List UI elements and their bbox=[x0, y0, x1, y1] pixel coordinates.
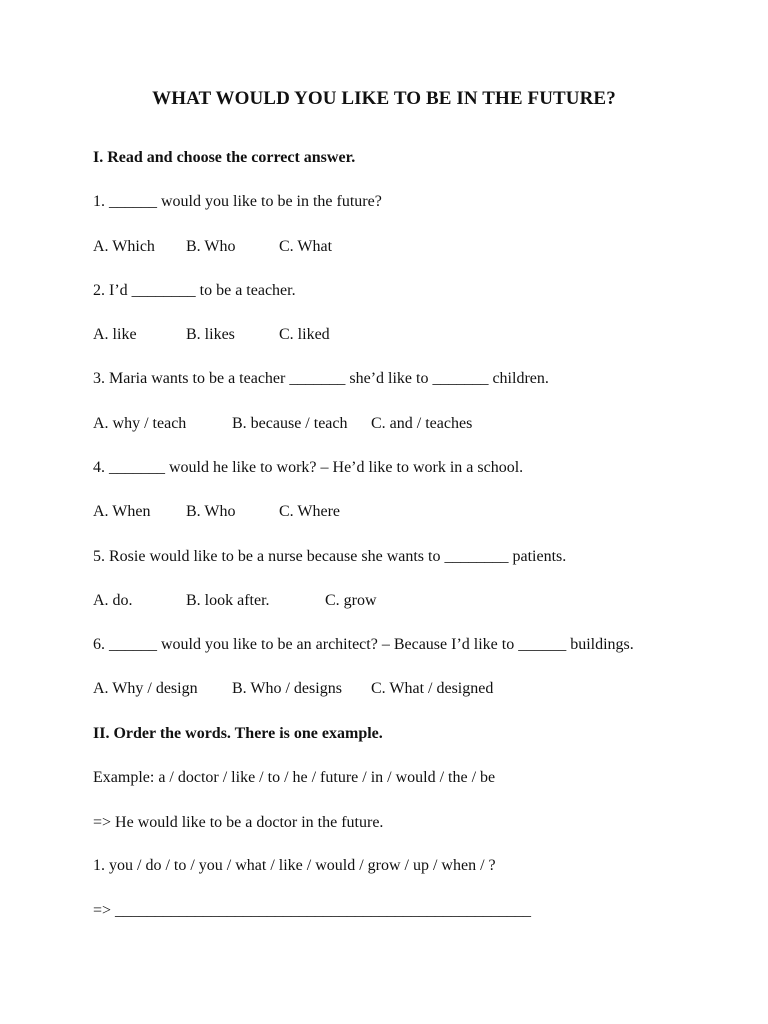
question-1-option-a: A. Which bbox=[93, 238, 155, 255]
question-3: 3. Maria wants to be a teacher _______ she’d like to _______ children. bbox=[93, 370, 549, 387]
question-4-option-b: B. Who bbox=[186, 503, 236, 520]
question-5-option-b: B. look after. bbox=[186, 592, 270, 609]
question-3-option-b: B. because / teach bbox=[232, 415, 348, 432]
page-title: WHAT WOULD YOU LIKE TO BE IN THE FUTURE? bbox=[152, 88, 616, 109]
question-1-option-b: B. Who bbox=[186, 238, 236, 255]
section2-heading: II. Order the words. There is one example. bbox=[93, 725, 383, 742]
question-2-option-b: B. likes bbox=[186, 326, 235, 343]
question-2-option-a: A. like bbox=[93, 326, 137, 343]
order-item-1: 1. you / do / to / you / what / like / would / grow / up / when / ? bbox=[93, 857, 496, 874]
question-5: 5. Rosie would like to be a nurse because she wants to ________ patients. bbox=[93, 548, 567, 565]
question-6-option-c: C. What / designed bbox=[371, 680, 494, 697]
question-4: 4. _______ would he like to work? – He’d like to work in a school. bbox=[93, 459, 524, 476]
order-item-1-answer-line: => ____________________________________________________ bbox=[93, 902, 532, 919]
question-2: 2. I’d ________ to be a teacher. bbox=[93, 282, 296, 299]
question-4-option-c: C. Where bbox=[279, 503, 341, 520]
question-1-option-c: C. What bbox=[279, 238, 333, 255]
question-6-option-b: B. Who / designs bbox=[232, 680, 342, 697]
question-2-option-c: C. liked bbox=[279, 326, 330, 343]
order-example: Example: a / doctor / like / to / he / future / in / would / the / be bbox=[93, 769, 496, 786]
order-example-answer: => He would like to be a doctor in the future. bbox=[93, 814, 384, 831]
question-3-option-a: A. why / teach bbox=[93, 415, 187, 432]
question-3-option-c: C. and / teaches bbox=[371, 415, 473, 432]
question-5-option-a: A. do. bbox=[93, 592, 133, 609]
question-6: 6. ______ would you like to be an architect? – Because I’d like to ______ buildings. bbox=[93, 636, 634, 653]
question-4-option-a: A. When bbox=[93, 503, 151, 520]
question-6-option-a: A. Why / design bbox=[93, 680, 198, 697]
question-5-option-c: C. grow bbox=[325, 592, 377, 609]
section1-heading: I. Read and choose the correct answer. bbox=[93, 149, 356, 166]
question-1: 1. ______ would you like to be in the future? bbox=[93, 193, 382, 210]
